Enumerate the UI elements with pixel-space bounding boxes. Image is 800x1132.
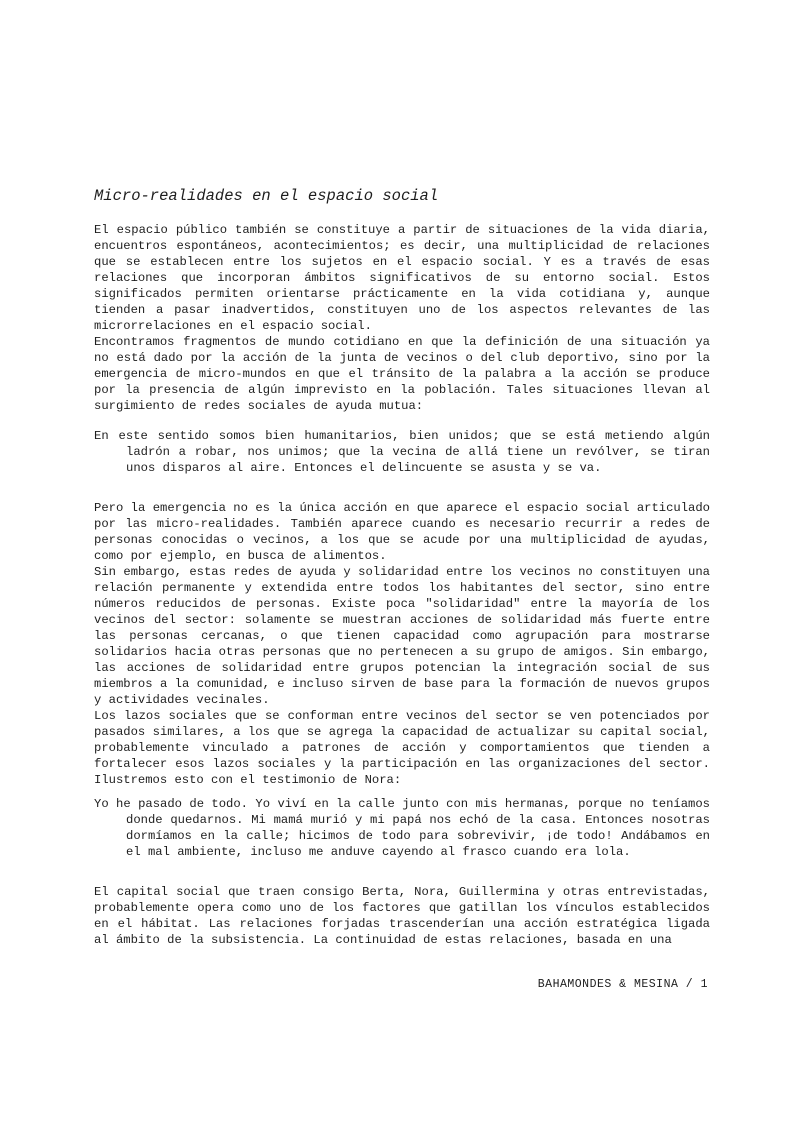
paragraph: Encontramos fragmentos de mundo cotidiano en que la definición de una situación ya no está dado por la acción de la junta de vecinos o del club deportivo, sino por la emergencia de micro-mundos en que el tránsito de la palabra a la acción se produce por la presencia de algún imprevisto en la población. Tales situaciones llevan al surgimiento de redes sociales de ayuda mutua: — [94, 335, 710, 413]
middle-block — [94, 500, 710, 788]
quote: Yo he pasado de todo. Yo viví en la calle junto con mis hermanas, porque no teníamos donde quedarnos. Mi mamá murió y mi papá nos echó de la casa. Entonces nosotras dormíamos en la calle; hicimos de todo para sobrevivir, ¡de todo! Andábamos en el mal ambiente, incluso me anduve cayendo al frasco cuando era lola. — [94, 797, 710, 859]
paragraph: El espacio público también se constituye a partir de situaciones de la vida diaria, encuentros espontáneos, acontecimientos; es decir, una multiplicidad de relaciones que se establecen entre los sujetos en el espacio social. Y es a través de esas relaciones que incorporan ámbitos significativos de su entorno social. Estos significados permiten orientarse prácticamente en la vida cotidiana y, aunque tienden a pasar inadvertidos, constituyen uno de los aspectos relevantes de las microrrelaciones en el espacio social. — [94, 223, 710, 333]
paragraph: Los lazos sociales que se conforman entre vecinos del sector se ven potenciados por pasados similares, a los que se agrega la capacidad de actualizar su capital social, probablemente vinculado a patrones de acción y comportamientos que tienden a fortalecer esos lazos sociales y la participación en las organizaciones del sector. Ilustremos esto con el testimonio de Nora: — [94, 709, 710, 787]
paragraph: El capital social que traen consigo Berta, Nora, Guillermina y otras entrevistadas, probablemente opera como uno de los factores que gatillan los vínculos establecidos en el hábitat. Las relaciones forjadas trascenderían una acción estratégica ligada al ámbito de la subsistencia. La continuidad de estas relaciones, basada en una — [94, 885, 710, 947]
quote-block — [94, 428, 710, 476]
intro-block — [94, 222, 710, 414]
paragraph: Pero la emergencia no es la única acción en que aparece el espacio social articulado por las micro-realidades. También aparece cuando es necesario recurrir a redes de personas conocidas o vecinos, a los que se acude por una multiplicidad de ayudas, como por ejemplo, en busca de alimentos. — [94, 501, 710, 563]
quote-block — [94, 796, 710, 860]
closing-block — [94, 884, 710, 948]
paragraph: Sin embargo, estas redes de ayuda y solidaridad entre los vecinos no constituyen una relación permanente y extendida entre todos los habitantes del sector, sino entre números reducidos de personas. Existe poca "solidaridad" entre la mayoría de los vecinos del sector: solamente se muestran acciones de solidaridad más fuerte entre las personas cercanas, o que tienen capacidad como agrupación para mostrarse solidarios hacia otras personas que no pertenecen a su grupo de amigos. Sin embargo, las acciones de solidaridad entre grupos potencian la integración social de sus miembros a la comunidad, e incluso sirven de base para la formación de nuevos grupos y actividades vecinales. — [94, 565, 710, 707]
page-footer: BAHAMONDES & MESINA / 1 — [537, 978, 708, 991]
quote: En este sentido somos bien humanitarios, bien unidos; que se está metiendo algún ladrón a robar, nos unimos; que la vecina de allá tiene un revólver, se tiran unos disparos al aire. Entonces el delincuente se asusta y se va. — [94, 429, 710, 475]
section-title: Micro-realidades en el espacio social — [94, 187, 439, 205]
